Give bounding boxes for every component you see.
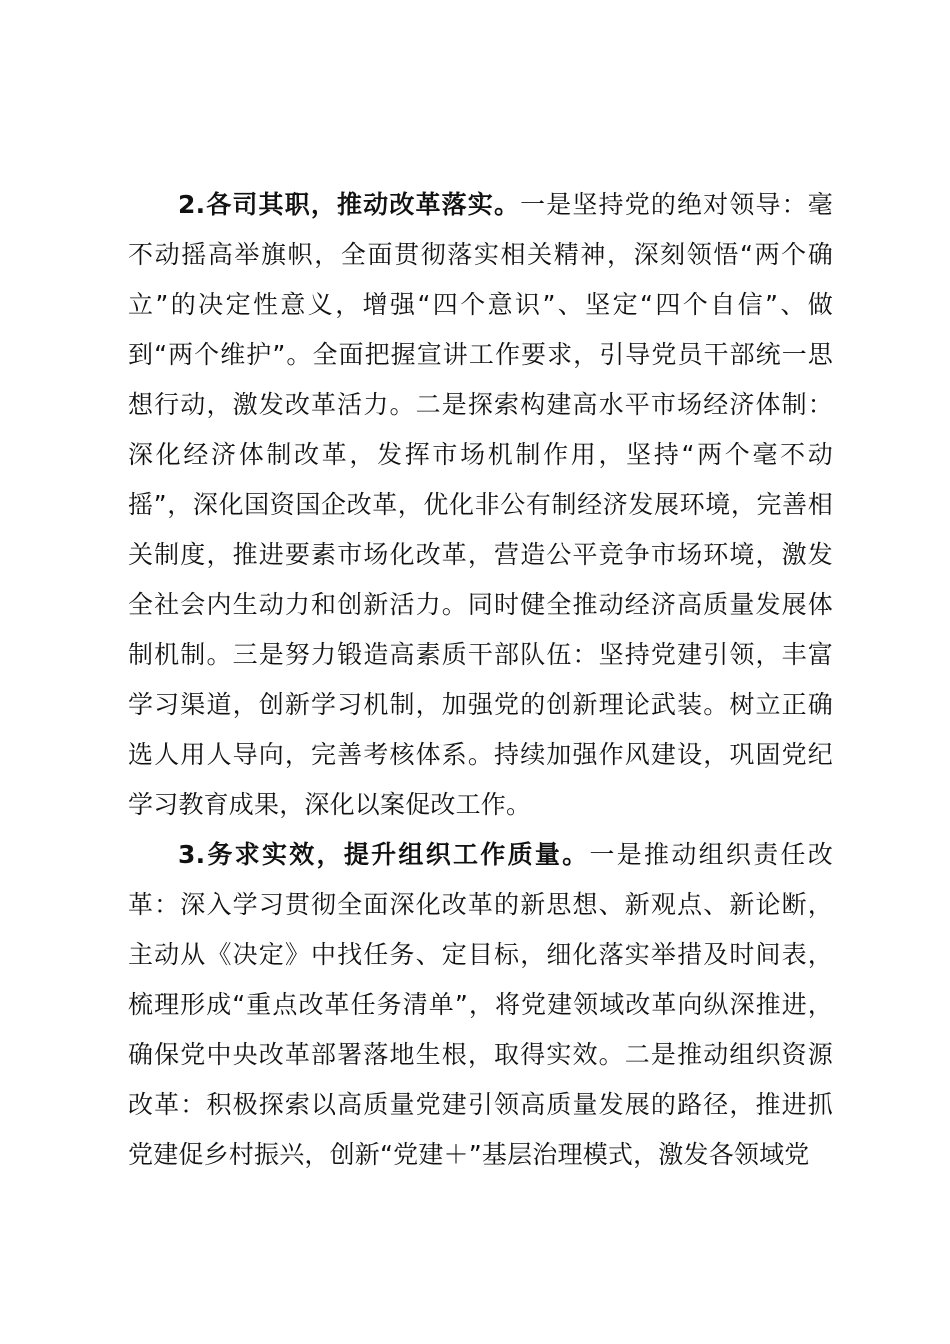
document-body [128, 180, 833, 1180]
paragraph-3-heading: 3.务求实效，提升组织工作质量。 [178, 840, 590, 869]
paragraph-2-text: 一是坚持党的绝对领导：毫不动摇高举旗帜，全面贯彻落实相关精神，深刻领悟“两个确立”的决定性意义，增强“四个意识”、坚定“四个自信”、做到“两个维护”。全面把握宣讲工作要求，引导党员干部统一思想行动，激发改革活力。二是探索构建高水平市场经济体制：深化经济体制改革，发挥市场机制作用，坚持“两个毫不动摇”，深化国资国企改革，优化非公有制经济发展环境，完善相关制度，推进要素市场化改革，营造公平竞争市场环境，激发全社会内生动力和创新活力。同时健全推动经济高质量发展体制机制。三是努力锻造高素质干部队伍：坚持党建引领，丰富学习渠道，创新学习机制，加强党的创新理论武装。树立正确选人用人导向，完善考核体系。持续加强作风建设，巩固党纪学习教育成果，深化以案促改工作。 [128, 190, 833, 819]
paragraph-3-text: 一是推动组织责任改革：深入学习贯彻全面深化改革的新思想、新观点、新论断，主动从《决定》中找任务、定目标，细化落实举措及时间表，梳理形成“重点改革任务清单”，将党建领域改革向纵深推进，确保党中央改革部署落地生根，取得实效。二是推动组织资源改革：积极探索以高质量党建引领高质量发展的路径，推进抓党建促乡村振兴，创新“党建＋”基层治理模式，激发各领域党 [128, 840, 833, 1169]
paragraph-2 [128, 180, 833, 830]
paragraph-3 [128, 830, 833, 1180]
paragraph-2-heading: 2.各司其职，推动改革落实。 [178, 190, 521, 219]
